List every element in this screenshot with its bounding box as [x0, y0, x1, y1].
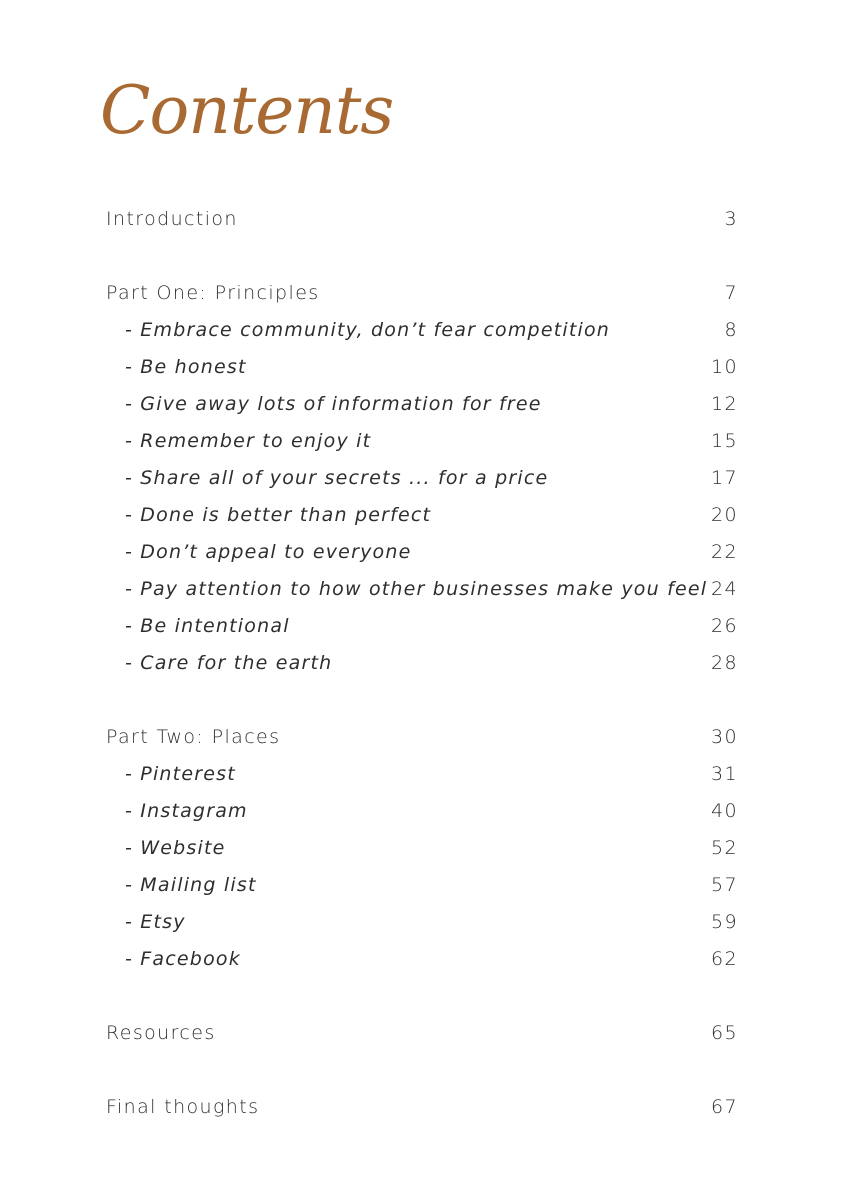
section-spacer — [106, 237, 738, 274]
toc-entry-page: 30 — [711, 725, 738, 748]
toc-subentry-label: - Share all of your secrets ... for a price — [125, 466, 549, 489]
toc-subentry-page: 52 — [711, 836, 738, 859]
toc-subentry[interactable] — [106, 533, 738, 570]
toc-subentry-label: - Facebook — [125, 947, 241, 970]
toc-entry-label: Resources — [106, 1021, 216, 1044]
toc-entry-resources[interactable] — [106, 1014, 738, 1051]
toc-subentry-label: - Remember to enjoy it — [125, 429, 372, 452]
toc-subentry-page: 26 — [711, 614, 738, 637]
toc-subentry-page: 62 — [711, 947, 738, 970]
toc-subentry[interactable] — [106, 607, 738, 644]
toc-entry-final-thoughts[interactable] — [106, 1088, 738, 1125]
toc-entry-page: 7 — [724, 281, 738, 304]
toc-subentry-page: 15 — [711, 429, 738, 452]
toc-entry-page: 65 — [711, 1021, 738, 1044]
toc-subentry[interactable] — [106, 755, 738, 792]
toc-subentry-page: 17 — [711, 466, 738, 489]
toc-subentry-label: - Be intentional — [125, 614, 290, 637]
toc-subentry[interactable] — [106, 792, 738, 829]
toc-subentry-label: - Embrace community, don’t fear competition — [125, 318, 611, 341]
toc-subentry[interactable] — [106, 459, 738, 496]
toc-subentry-label: - Give away lots of information for free — [125, 392, 542, 415]
toc-subentry-page: 40 — [711, 799, 738, 822]
toc-subentry-page: 24 — [711, 577, 738, 600]
toc-subentry-label: - Etsy — [125, 910, 186, 933]
toc-entry-part-one[interactable] — [106, 274, 738, 311]
toc-entry-page: 67 — [711, 1095, 738, 1118]
toc-subentry-label: - Website — [125, 836, 226, 859]
page-title: Contents — [100, 72, 394, 149]
toc-subentry-page: 10 — [711, 355, 738, 378]
toc-subentry-label: - Done is better than perfect — [125, 503, 432, 526]
toc-subentry[interactable] — [106, 385, 738, 422]
toc-entry-part-two[interactable] — [106, 718, 738, 755]
toc-subentry[interactable] — [106, 940, 738, 977]
toc-subentry-label: - Pinterest — [125, 762, 236, 785]
toc-entry-label: Final thoughts — [106, 1095, 260, 1118]
toc-subentry-page: 12 — [711, 392, 738, 415]
toc-subentry-page: 22 — [711, 540, 738, 563]
toc-entry-page: 3 — [724, 207, 738, 230]
toc-entry-label: Part Two: Places — [106, 725, 281, 748]
toc-subentry[interactable] — [106, 422, 738, 459]
toc-subentry-page: 28 — [711, 651, 738, 674]
toc-subentry-label: - Don’t appeal to everyone — [125, 540, 412, 563]
toc-subentry[interactable] — [106, 496, 738, 533]
toc-subentry[interactable] — [106, 348, 738, 385]
toc-subentry-page: 8 — [724, 318, 738, 341]
table-of-contents — [106, 200, 738, 1125]
toc-subentry-label: - Pay attention to how other businesses make you feel — [125, 577, 708, 600]
toc-subentry-page: 57 — [711, 873, 738, 896]
section-spacer — [106, 1051, 738, 1088]
toc-entry-introduction[interactable] — [106, 200, 738, 237]
toc-subentry-label: - Mailing list — [125, 873, 257, 896]
toc-subentry[interactable] — [106, 903, 738, 940]
toc-subentry-label: - Instagram — [125, 799, 248, 822]
toc-subentry-label: - Be honest — [125, 355, 247, 378]
toc-entry-label: Part One: Principles — [106, 281, 320, 304]
toc-subentry-page: 59 — [711, 910, 738, 933]
section-spacer — [106, 681, 738, 718]
toc-subentry-page: 31 — [711, 762, 738, 785]
toc-subentry[interactable] — [106, 311, 738, 348]
toc-subentry-page: 20 — [711, 503, 738, 526]
toc-subentry[interactable] — [106, 570, 738, 607]
toc-subentry[interactable] — [106, 829, 738, 866]
toc-subentry-label: - Care for the earth — [125, 651, 333, 674]
section-spacer — [106, 977, 738, 1014]
toc-entry-label: Introduction — [106, 207, 238, 230]
toc-subentry[interactable] — [106, 866, 738, 903]
toc-subentry[interactable] — [106, 644, 738, 681]
